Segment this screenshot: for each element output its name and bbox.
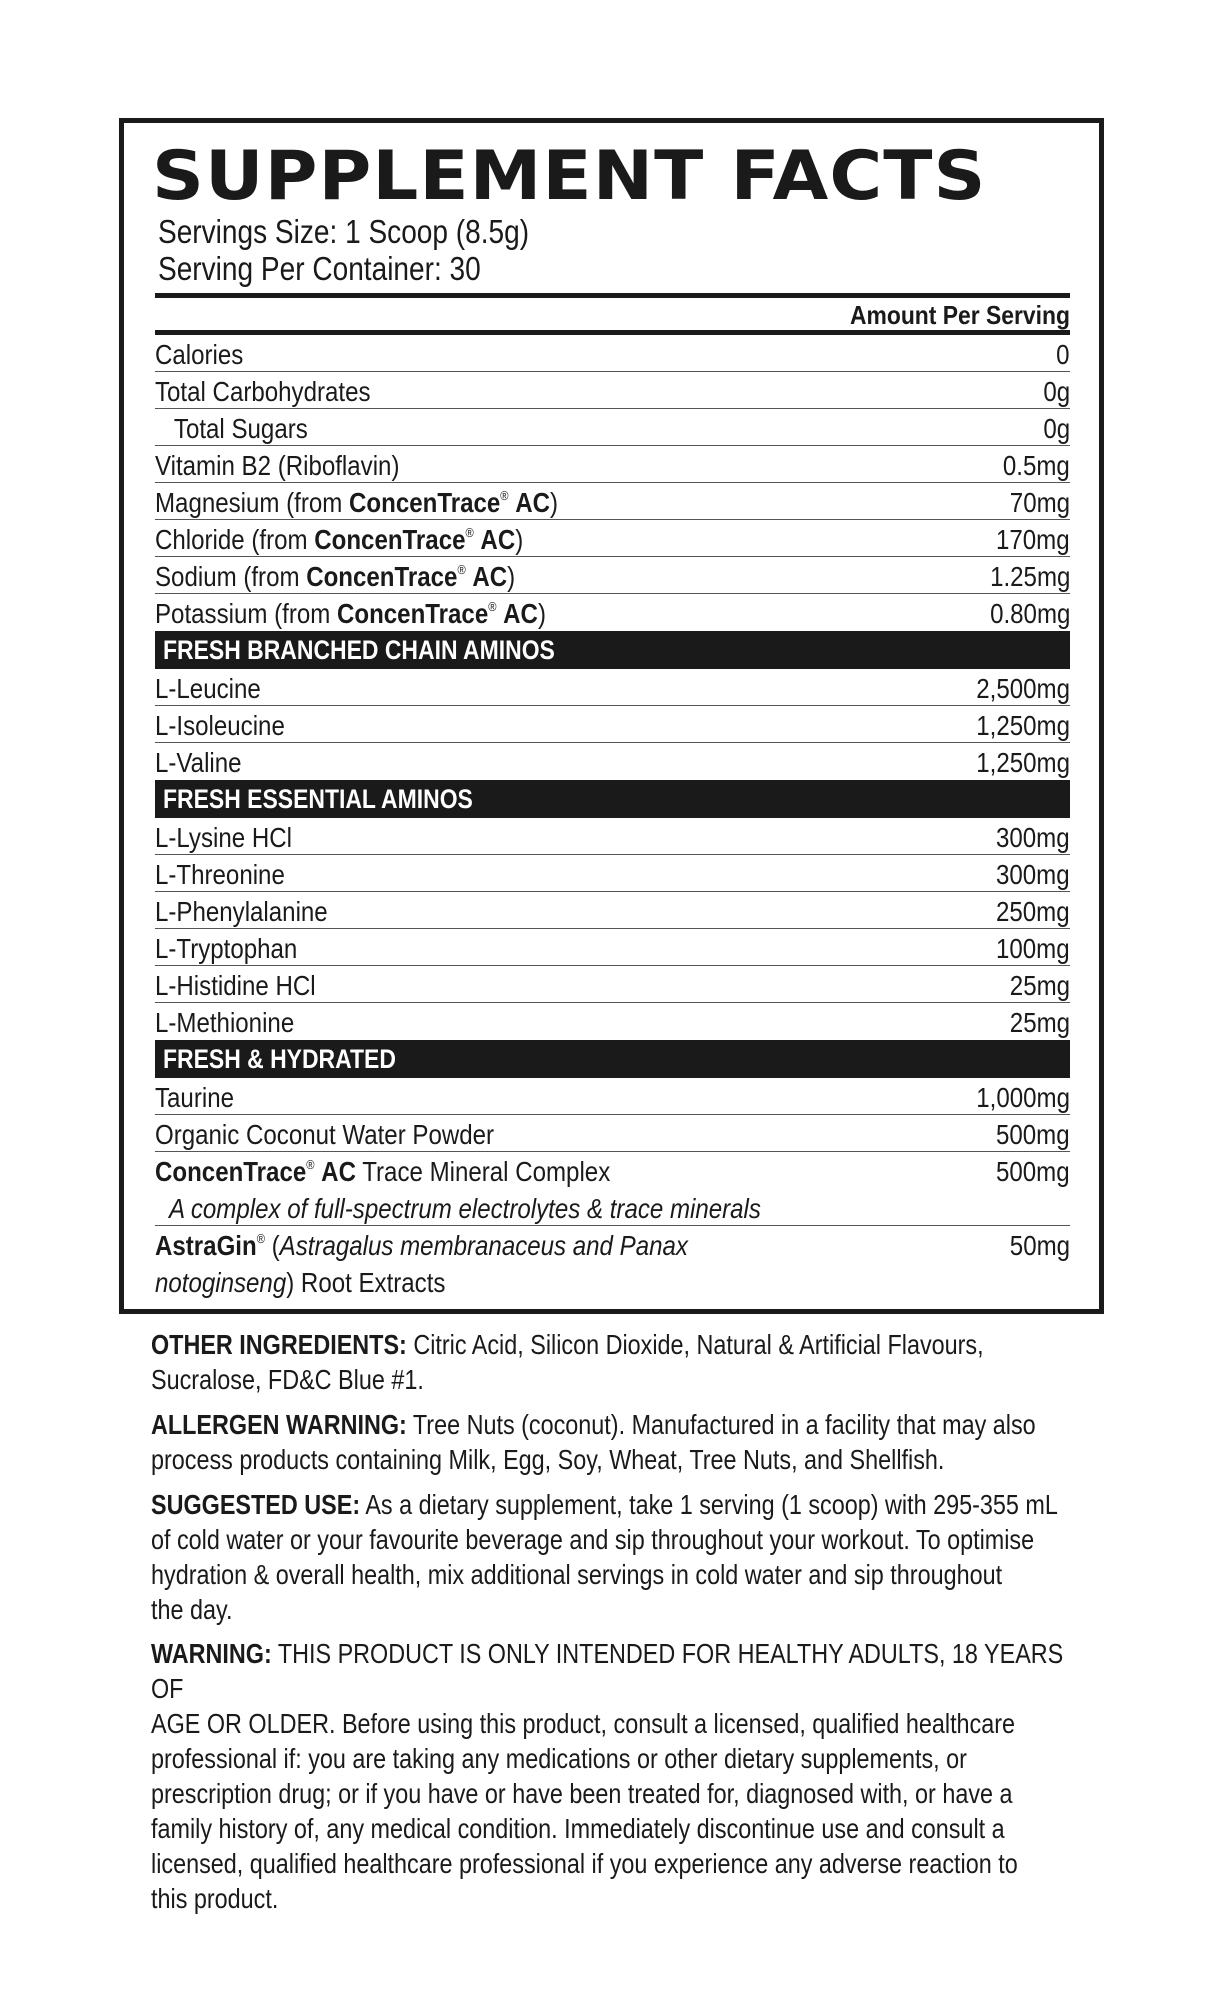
- row-astragin-cont: [155, 1263, 1070, 1300]
- row-value: 0.5mg: [1003, 450, 1070, 481]
- row-astragin: [155, 1226, 1070, 1263]
- row-label: Sodium (from ConcenTrace® AC): [155, 561, 516, 592]
- row-l-histidine: [155, 966, 1070, 1003]
- servings-per-container: Serving Per Container: 30: [158, 250, 481, 287]
- row-l-isoleucine: [155, 706, 1070, 743]
- other-ingredients: OTHER INGREDIENTS: Citric Acid, Silicon Dioxide, Natural & Artificial Flavours, Sucralose, FD&C Blue #1.: [151, 1329, 984, 1395]
- row-value: 300mg: [996, 859, 1070, 890]
- panel-title: SUPPLEMENT FACTS: [152, 137, 987, 216]
- row-value: 0: [1056, 339, 1070, 370]
- row-trace-mineral-complex: [155, 1152, 1070, 1189]
- row-value: 300mg: [996, 822, 1070, 853]
- row-label: AstraGin® (Astragalus membranaceus and Panax: [155, 1230, 688, 1261]
- row-value: 170mg: [996, 524, 1070, 555]
- row-l-leucine: [155, 669, 1070, 706]
- row-magnesium: [155, 483, 1070, 520]
- row-label: L-Methionine: [155, 1007, 295, 1038]
- row-l-methionine: [155, 1003, 1070, 1040]
- row-taurine: [155, 1078, 1070, 1115]
- row-coconut-water: [155, 1115, 1070, 1152]
- row-calories: [155, 335, 1070, 372]
- row-label: Magnesium (from ConcenTrace® AC): [155, 487, 559, 518]
- row-note: A complex of full-spectrum electrolytes & trace minerals: [169, 1193, 761, 1224]
- row-value: 250mg: [996, 896, 1070, 927]
- row-value: 1,000mg: [976, 1082, 1070, 1113]
- section-header-eaa: FRESH ESSENTIAL AMINOS: [155, 780, 1070, 818]
- row-label: Total Carbohydrates: [155, 376, 371, 407]
- row-value: 0g: [1043, 376, 1070, 407]
- supplement-facts-panel: [119, 118, 1104, 1314]
- allergen-warning: ALLERGEN WARNING: Tree Nuts (coconut). Manufactured in a facility that may also process products containing Milk, Egg, Soy, Wheat, Tree Nuts, and Shellfish.: [151, 1409, 1036, 1475]
- row-label: Organic Coconut Water Powder: [155, 1119, 495, 1150]
- row-label: ConcenTrace® AC Trace Mineral Complex: [155, 1156, 611, 1187]
- row-label: L-Phenylalanine: [155, 896, 328, 927]
- row-total-carbohydrates: [155, 372, 1070, 409]
- row-vitamin-b2: [155, 446, 1070, 483]
- suggested-use: SUGGESTED USE: As a dietary supplement, take 1 serving (1 scoop) with 295-355 mL of cold water or your favourite beverage and sip throughout your workout. To optimise hydration & overall health, mix additional servings in cold water and sip throughout the day.: [151, 1489, 1058, 1625]
- row-label: Vitamin B2 (Riboflavin): [155, 450, 400, 481]
- row-label: Potassium (from ConcenTrace® AC): [155, 598, 546, 629]
- row-value: 1,250mg: [976, 710, 1070, 741]
- amount-per-serving-header: Amount Per Serving: [850, 300, 1070, 330]
- warning: WARNING: THIS PRODUCT IS ONLY INTENDED FOR HEALTHY ADULTS, 18 YEARS OF AGE OR OLDER. Before using this product, consult a licensed, qualified healthcare professional if: you are taking any medications or other dietary supplements, or prescription drug; or if you have or have been treated for, diagnosed with, or have a family history of, any medical condition. Immediately discontinue use and consult a licensed, qualified healthcare professional if you experience any adverse reaction to this product.: [151, 1638, 1064, 1914]
- row-label: Chloride (from ConcenTrace® AC): [155, 524, 524, 555]
- row-value: 1,250mg: [976, 747, 1070, 778]
- row-value: 2,500mg: [976, 673, 1070, 704]
- row-label: L-Histidine HCl: [155, 970, 316, 1001]
- row-value: 0g: [1043, 413, 1070, 444]
- row-potassium: [155, 594, 1070, 631]
- section-header-hydrated: FRESH & HYDRATED: [155, 1040, 1070, 1078]
- row-label: L-Valine: [155, 747, 242, 778]
- row-l-threonine: [155, 855, 1070, 892]
- row-l-tryptophan: [155, 929, 1070, 966]
- row-label: L-Lysine HCl: [155, 822, 292, 853]
- section-header-bcaa: FRESH BRANCHED CHAIN AMINOS: [155, 631, 1070, 669]
- row-l-valine: [155, 743, 1070, 780]
- row-l-lysine: [155, 818, 1070, 855]
- thick-rule-top: [155, 293, 1070, 298]
- row-value: 25mg: [1009, 1007, 1070, 1038]
- serving-size: Servings Size: 1 Scoop (8.5g): [158, 213, 530, 250]
- row-l-phenylalanine: [155, 892, 1070, 929]
- row-label: L-Isoleucine: [155, 710, 285, 741]
- row-value: 100mg: [996, 933, 1070, 964]
- row-label: L-Leucine: [155, 673, 261, 704]
- row-label: Total Sugars: [173, 413, 308, 444]
- row-value: 70mg: [1009, 487, 1070, 518]
- row-value: 50mg: [1009, 1230, 1070, 1261]
- row-label-cont: notoginseng) Root Extracts: [155, 1267, 446, 1298]
- row-label: L-Tryptophan: [155, 933, 298, 964]
- row-value: 500mg: [996, 1119, 1070, 1150]
- row-value: 1.25mg: [989, 561, 1070, 592]
- row-value: 0.80mg: [989, 598, 1070, 629]
- row-trace-mineral-note: [155, 1189, 1070, 1226]
- row-value: 25mg: [1009, 970, 1070, 1001]
- row-chloride: [155, 520, 1070, 557]
- row-sodium: [155, 557, 1070, 594]
- row-label: Calories: [155, 339, 244, 370]
- row-label: L-Threonine: [155, 859, 285, 890]
- row-total-sugars: [155, 409, 1070, 446]
- row-label: Taurine: [155, 1082, 234, 1113]
- row-value: 500mg: [996, 1156, 1070, 1187]
